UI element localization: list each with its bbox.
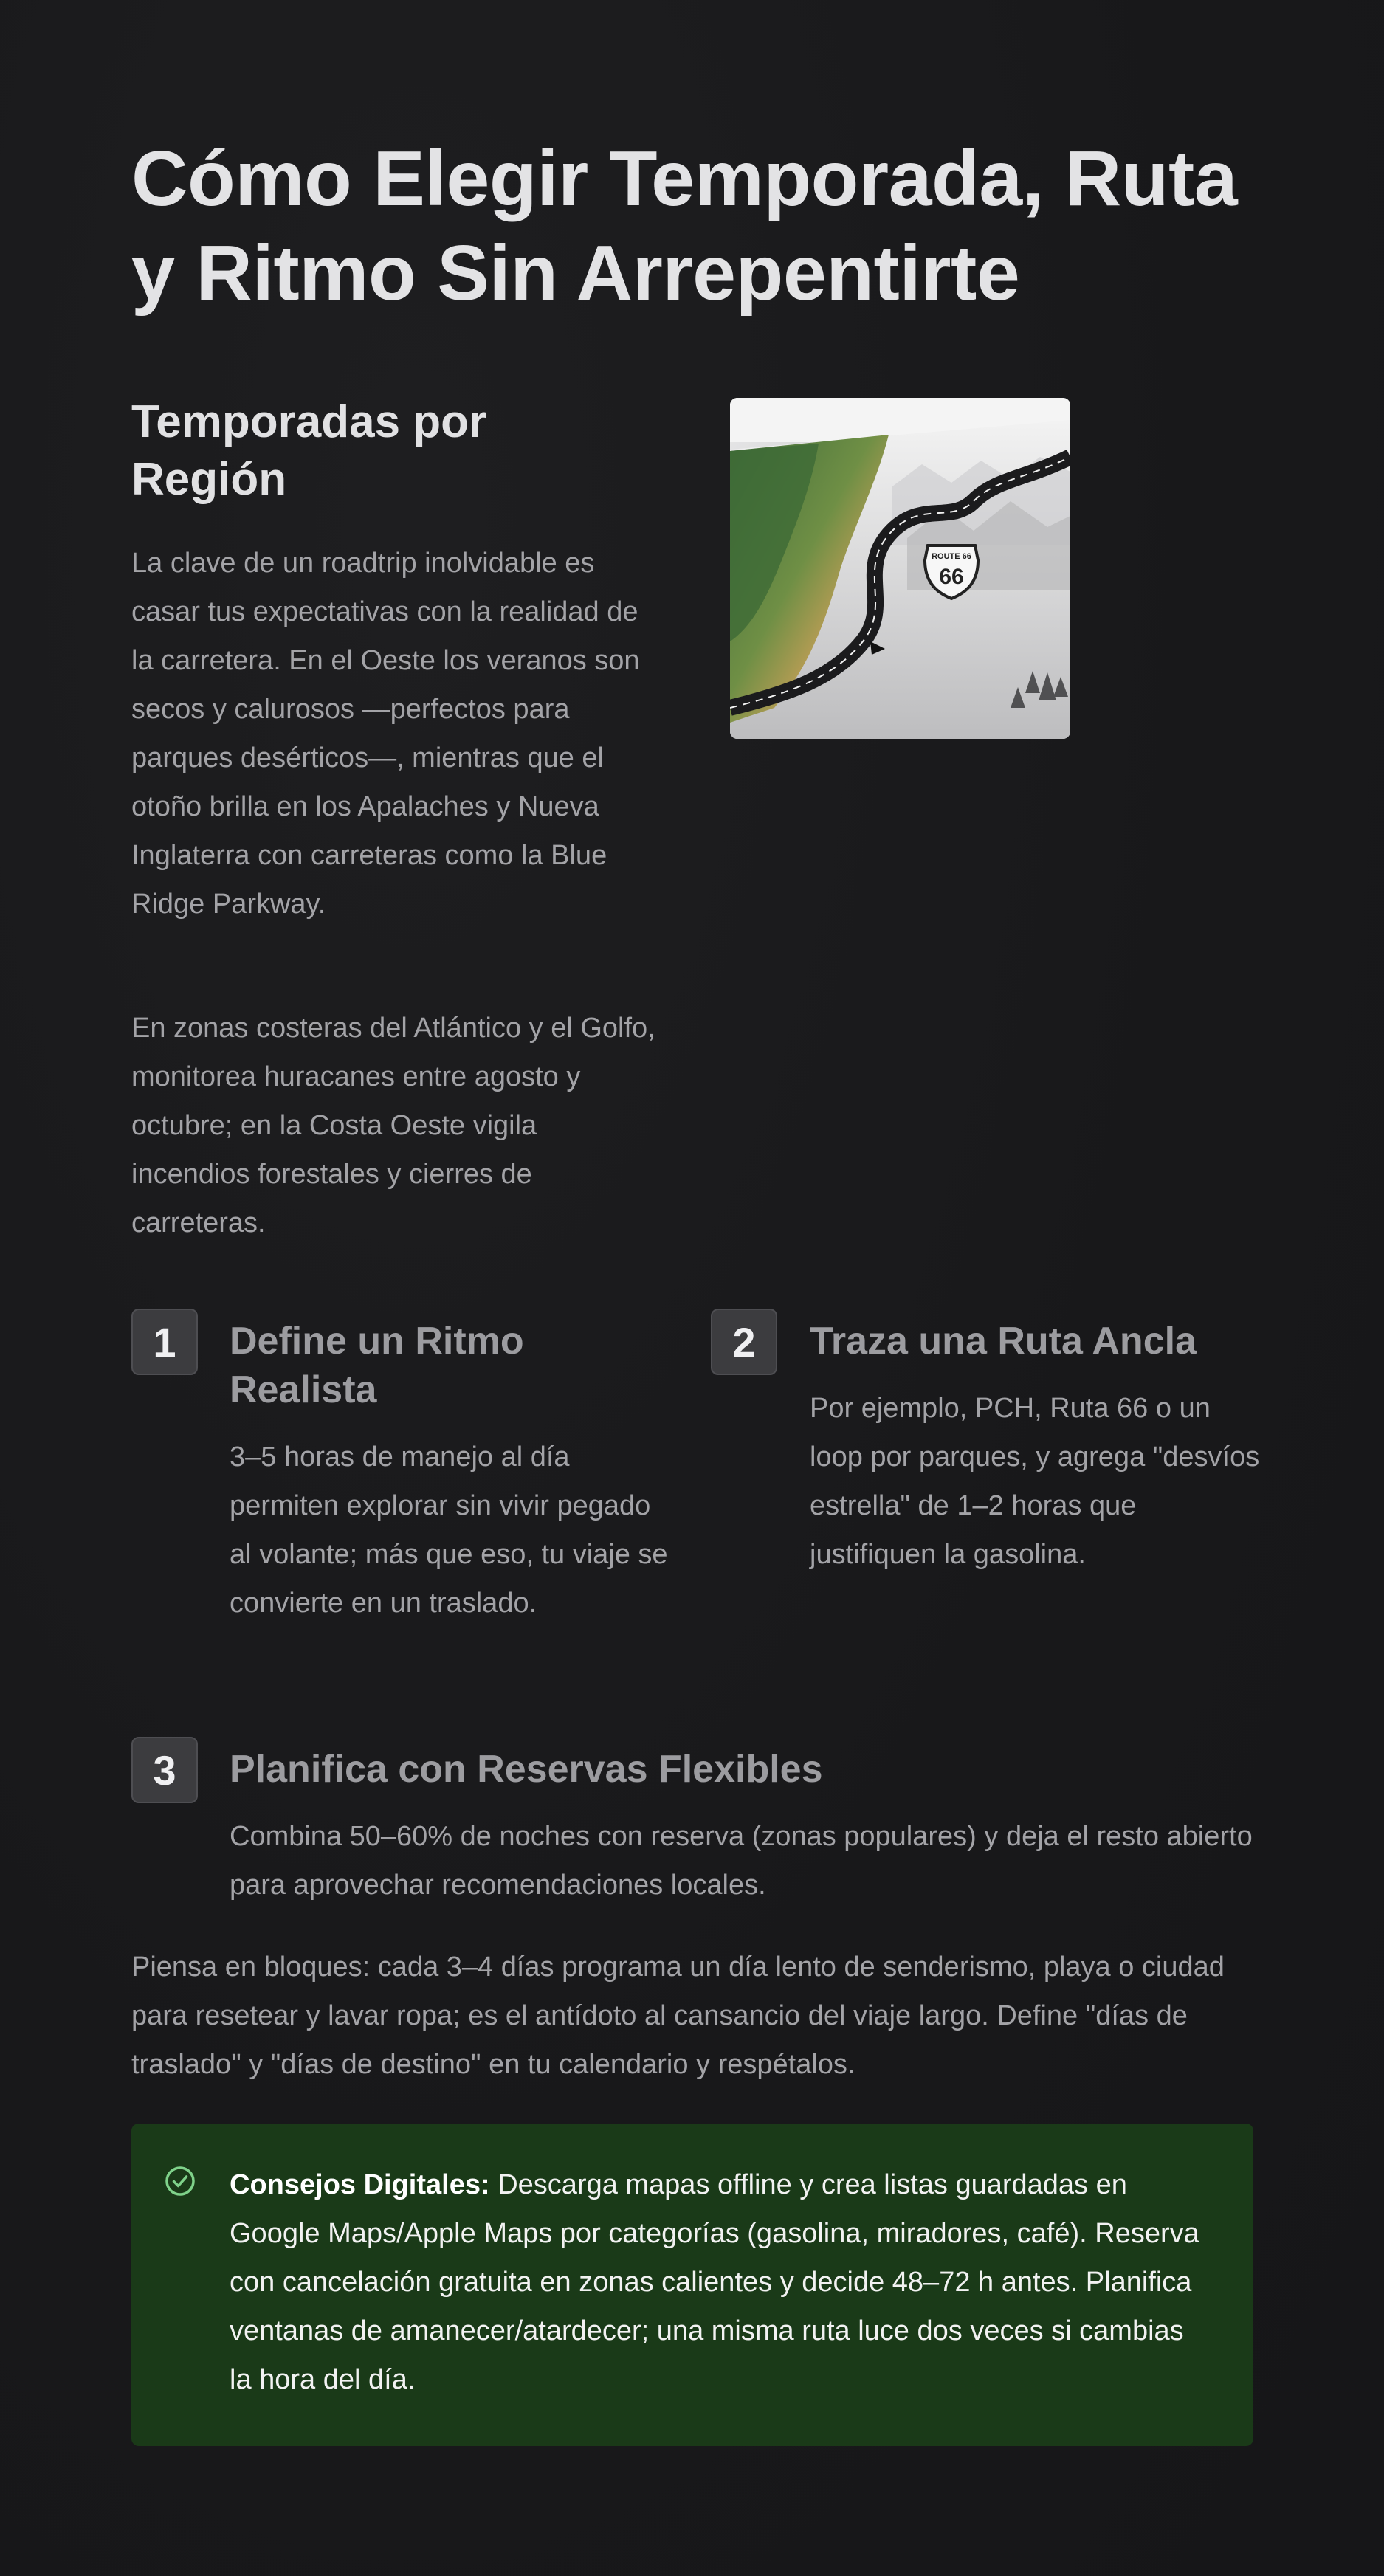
step-2-title: Traza una Ruta Ancla: [810, 1320, 1197, 1363]
seasons-heading: Temporadas por Región: [131, 396, 487, 505]
closing-paragraph: Piensa en bloques: cada 3–4 días programa un día lento de senderismo, playa o ciudad para resetear y lavar ropa; es el antídoto al cansancio del viaje largo. Define "días de traslado" y "días de destino" en tu calendario y respétalos.: [131, 1952, 1225, 2080]
seasons-paragraph-2: En zonas costeras del Atlántico y el Golfo, monitorea huracanes entre agosto y octubre; en la Costa Oeste vigila incendios forestales y cierres de carreteras.: [131, 1013, 655, 1239]
svg-text:66: 66: [939, 565, 964, 589]
step-3-title: Planifica con Reservas Flexibles: [230, 1748, 823, 1791]
page-title: Cómo Elegir Temporada, Ruta y Ritmo Sin Arrepentirte: [131, 135, 1238, 317]
digital-tips-body: Descarga mapas offline y crea listas guardadas en Google Maps/Apple Maps por categorías (gasolina, miradores, café). Reserva con cancelación gratuita en zonas calientes y decide 48–72 h antes. Planifica ventanas de amanecer/atardecer; una misma ruta luce dos veces si cambias la hora del día.: [230, 2169, 1199, 2395]
step-3-text: Combina 50–60% de noches con reserva (zonas populares) y deja el resto abierto para aprovechar recomendaciones locales.: [230, 1821, 1253, 1901]
seasons-paragraph-1: La clave de un roadtrip inolvidable es casar tus expectativas con la realidad de la carretera. En el Oeste los veranos son secos y calurosos —perfectos para parques desérticos—, mientras que el otoño brilla en los Apalaches y Nueva Inglaterra con carreteras como la Blue Ridge Parkway.: [131, 548, 640, 920]
step-1-text: 3–5 horas de manejo al día permiten explorar sin vivir pegado al volante; más que eso, tu viaje se convierte en un traslado.: [230, 1442, 668, 1619]
digital-tips-callout: [131, 2124, 1253, 2446]
route-66-map-image: [730, 398, 1070, 739]
step-3-badge: 3: [131, 1737, 198, 1803]
shield-label: ROUTE 66: [932, 552, 971, 561]
step-1-title: Define un Ritmo Realista: [230, 1320, 524, 1411]
step-2-text: Por ejemplo, PCH, Ruta 66 o un loop por parques, y agrega "desvíos estrella" de 1–2 horas que justifiquen la gasolina.: [810, 1393, 1260, 1570]
digital-tips-text: [230, 2160, 1211, 2404]
digital-tips-label: Consejos Digitales:: [230, 2169, 490, 2200]
step-2-badge: 2: [711, 1309, 777, 1375]
check-circle-icon: [164, 2165, 196, 2197]
step-1-badge: 1: [131, 1309, 198, 1375]
